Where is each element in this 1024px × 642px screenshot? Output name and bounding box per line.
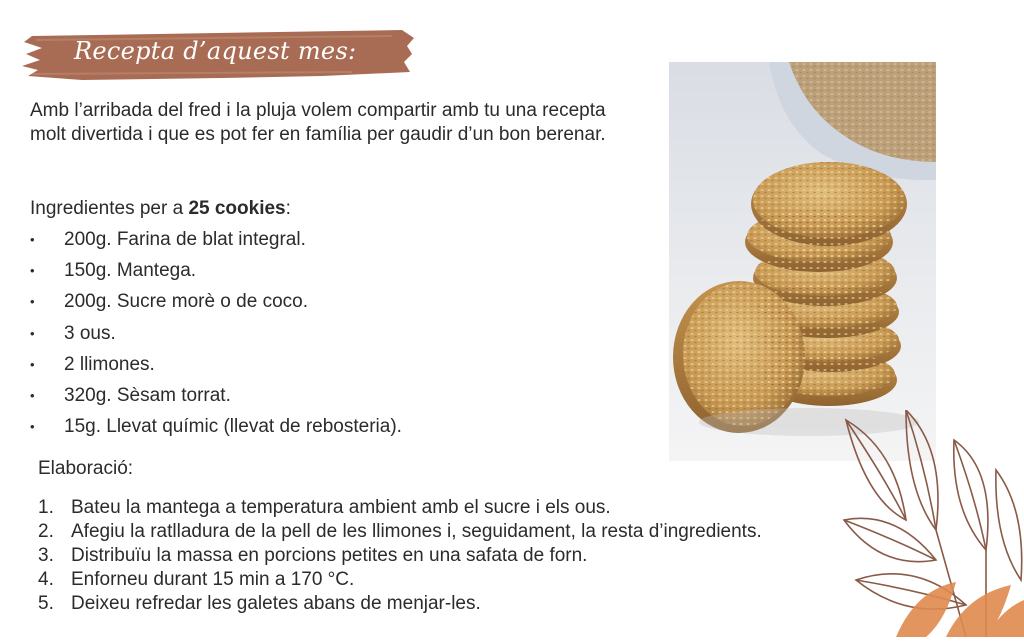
ingredient-item: • 200g. Sucre morè o de coco. bbox=[30, 288, 402, 319]
ingredient-item: • 15g. Llevat químic (llevat de rebosteria). bbox=[30, 413, 402, 444]
step-text: Enforneu durant 15 min a 170 °C. bbox=[71, 569, 355, 590]
ingredients-heading-count: 25 cookies bbox=[188, 198, 286, 219]
leaves-decoration bbox=[836, 410, 1024, 637]
step-item bbox=[38, 592, 762, 616]
ingredient-item: • 200g. Farina de blat integral. bbox=[30, 226, 402, 257]
ingredients-heading bbox=[30, 197, 291, 221]
step-text: Distribuïu la massa en porcions petites en una safata de forn. bbox=[71, 545, 588, 566]
title-banner bbox=[22, 28, 414, 80]
elaboration-steps bbox=[38, 496, 762, 616]
ingredient-item: • 2 llimones. bbox=[30, 351, 402, 382]
intro-paragraph: Amb l’arribada del fred i la pluja volem compartir amb tu una recepta molt divertida i que es pot fer en família per gaudir d’un bon berenar. bbox=[30, 100, 606, 145]
step-number: 1. bbox=[38, 497, 54, 518]
step-item bbox=[38, 520, 762, 544]
step-number: 3. bbox=[38, 545, 54, 566]
step-item bbox=[38, 496, 762, 520]
ingredient-item: • 320g. Sèsam torrat. bbox=[30, 382, 402, 413]
step-text: Bateu la mantega a temperatura ambient amb el sucre i els ous. bbox=[71, 497, 611, 518]
ingredient-item: • 150g. Mantega. bbox=[30, 257, 402, 288]
elaboration-heading: Elaboració: bbox=[38, 458, 134, 479]
ingredients-list bbox=[30, 226, 402, 444]
step-number: 5. bbox=[38, 593, 54, 614]
ingredient-item: • 3 ous. bbox=[30, 320, 402, 351]
ingredients-heading-suffix: : bbox=[285, 198, 291, 219]
step-number: 2. bbox=[38, 521, 54, 542]
page-title: Recepta d’aquest mes: bbox=[74, 37, 357, 65]
step-number: 4. bbox=[38, 569, 54, 590]
step-item bbox=[38, 568, 762, 592]
step-item bbox=[38, 544, 762, 568]
sesame-cookies-photo bbox=[669, 62, 936, 461]
step-text: Afegiu la ratlladura de la pell de les llimones i, seguidament, la resta d’ingredients. bbox=[71, 521, 762, 542]
ingredients-heading-prefix: Ingredientes per a bbox=[30, 198, 189, 219]
step-text: Deixeu refredar les galetes abans de menjar-les. bbox=[71, 593, 481, 614]
